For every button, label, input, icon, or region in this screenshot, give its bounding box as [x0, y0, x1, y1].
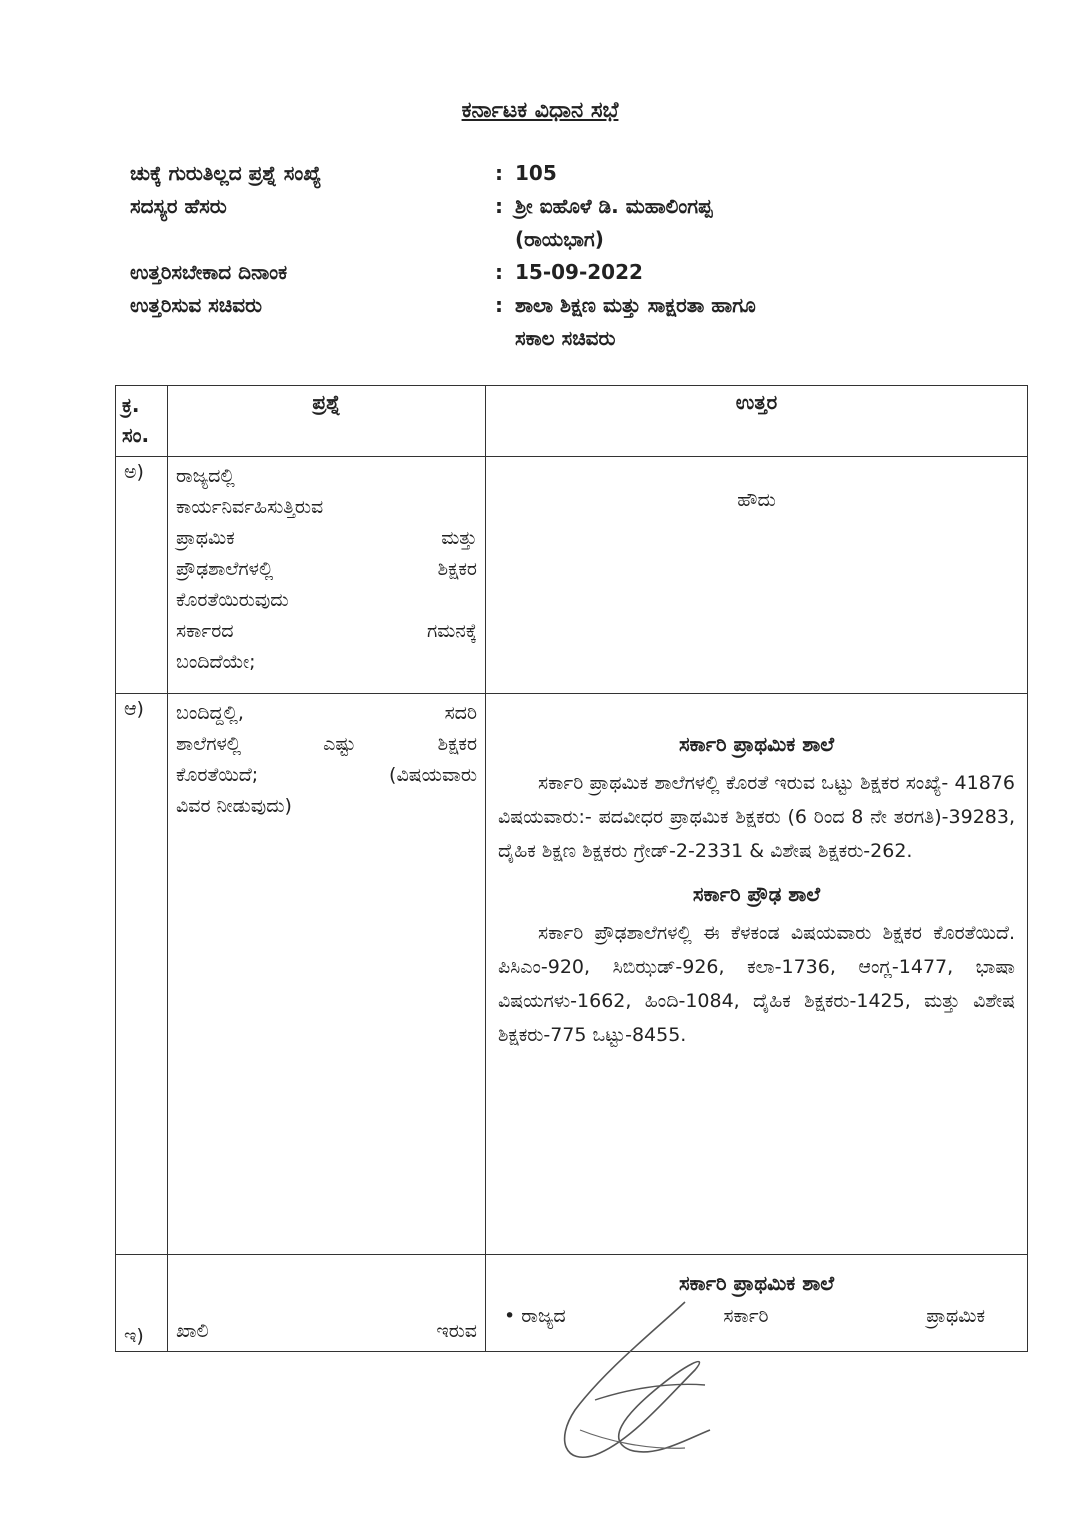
table-row	[116, 694, 1028, 1255]
answer-cell	[486, 457, 1028, 694]
table-row	[116, 457, 1028, 694]
meta-label: ಉತ್ತರಿಸುವ ಸಚಿವರು	[130, 293, 263, 317]
high-school-heading: ಸರ್ಕಾರಿ ಪ್ರೌಢ ಶಾಲೆ	[692, 882, 821, 906]
question-answer-table	[115, 385, 1028, 1352]
question-metadata	[130, 157, 990, 355]
meta-value: ಶಾಲಾ ಶಿಕ್ಷಣ ಮತ್ತು ಸಾಕ್ಷರತಾ ಹಾಗೂ ಸಕಾಲ ಸಚಿವರು	[515, 293, 756, 350]
question-cell: ಖಾಲಿ ಇರುವ	[168, 1255, 486, 1352]
meta-label: ಉತ್ತರಿಸಬೇಕಾದ ದಿನಾಂಕ	[130, 260, 288, 284]
primary-school-heading: ಸರ್ಕಾರಿ ಪ್ರಾಥಮಿಕ ಶಾಲೆ	[678, 1271, 835, 1295]
meta-value: 15-09-2022	[515, 260, 643, 284]
signature-image	[535, 1290, 725, 1490]
serial-cell: ಆ)	[116, 694, 168, 1255]
meta-row-minister	[130, 289, 990, 355]
meta-row-answer-date	[130, 256, 990, 289]
bullet-item: • ರಾಜ್ಯದ ಸರ್ಕಾರಿ ಪ್ರಾಥಮಿಕ	[504, 1305, 985, 1327]
meta-colon: :	[495, 260, 503, 284]
primary-school-text: ಸರ್ಕಾರಿ ಪ್ರಾಥಮಿಕ ಶಾಲೆಗಳಲ್ಲಿ ಕೊರತೆ ಇರುವ ಒಟ್ಟು ಶಿಕ್ಷಕರ ಸಂಖ್ಯೆ- 41876 ವಿಷಯವಾರು:- ಪದವೀಧರ ಪ್ರಾಥಮಿಕ ಶಿಕ್ಷಕರು (6 ರಿಂದ 8 ನೇ ತರಗತಿ)-39283, ದೈಹಿಕ ಶಿಕ್ಷಣ ಶಿಕ್ಷಕರು ಗ್ರೇಡ್-2-2331 & ವಿಶೇಷ ಶಿಕ್ಷಕರು-262.	[498, 772, 1015, 862]
serial-cell: ಇ)	[116, 1255, 168, 1352]
answer-text: ಹೌದು	[737, 489, 776, 511]
high-school-text: ಸರ್ಕಾರಿ ಪ್ರೌಢಶಾಲೆಗಳಲ್ಲಿ ಈ ಕೆಳಕಂಡ ವಿಷಯವಾರು ಶಿಕ್ಷಕರ ಕೊರತೆಯಿದೆ. ಪಿಸಿಎಂ-920, ಸಿಬಿಝಡ್-926, ಕಲಾ-1736, ಆಂಗ್ಲ-1477, ಭಾಷಾ ವಿಷಯಗಳು-1662, ಹಿಂದಿ-1084, ದೈಹಿಕ ಶಿಕ್ಷಕರು-1425, ಮತ್ತು ವಿಶೇಷ ಶಿಕ್ಷಕರು-775 ಒಟ್ಟು-8455.	[498, 922, 1015, 1046]
question-header: ಪ್ರಶ್ನೆ	[168, 386, 486, 457]
serial-cell: ಅ)	[116, 457, 168, 694]
primary-school-heading: ಸರ್ಕಾರಿ ಪ್ರಾಥಮಿಕ ಶಾಲೆ	[678, 732, 835, 756]
table-header-row	[116, 386, 1028, 457]
question-cell: ರಾಜ್ಯದಲ್ಲಿ ಕಾರ್ಯನಿರ್ವಹಿಸುತ್ತಿರುವ ಪ್ರಾಥಮಿಕ ಮತ್ತು ಪ್ರೌಢಶಾಲೆಗಳಲ್ಲಿ ಶಿಕ್ಷಕರ ಕೊರತೆಯಿರುವುದು ಸರ್ಕಾರದ ಗಮನಕ್ಕೆ ಬಂದಿದೆಯೇ;	[168, 457, 486, 694]
meta-row-question-number	[130, 157, 990, 190]
serial-header: ಕ್ರ. ಸಂ.	[116, 386, 168, 457]
meta-value: ಶ್ರೀ ಐಹೊಳೆ ಡಿ. ಮಹಾಲಿಂಗಪ್ಪ (ರಾಯಭಾಗ)	[515, 194, 713, 251]
meta-label: ಚುಕ್ಕೆ ಗುರುತಿಲ್ಲದ ಪ್ರಶ್ನೆ ಸಂಖ್ಯೆ	[130, 161, 322, 185]
question-cell: ಬಂದಿದ್ದಲ್ಲಿ, ಸದರಿ ಶಾಲೆಗಳಲ್ಲಿ ಎಷ್ಟು ಶಿಕ್ಷಕರ ಕೊರತೆಯಿದೆ; (ವಿಷಯವಾರು ವಿವರ ನೀಡುವುದು)	[168, 694, 486, 1255]
answer-header: ಉತ್ತರ	[486, 386, 1028, 457]
document-title: ಕರ್ನಾಟಕ ವಿಧಾನ ಸಭೆ	[461, 98, 619, 123]
meta-label: ಸದಸ್ಯರ ಹೆಸರು	[130, 194, 227, 218]
meta-value: 105	[515, 161, 557, 185]
answer-cell	[486, 694, 1028, 1255]
meta-row-member-name	[130, 190, 990, 256]
meta-colon: :	[495, 161, 503, 185]
meta-colon: :	[495, 194, 503, 218]
meta-colon: :	[495, 293, 503, 317]
